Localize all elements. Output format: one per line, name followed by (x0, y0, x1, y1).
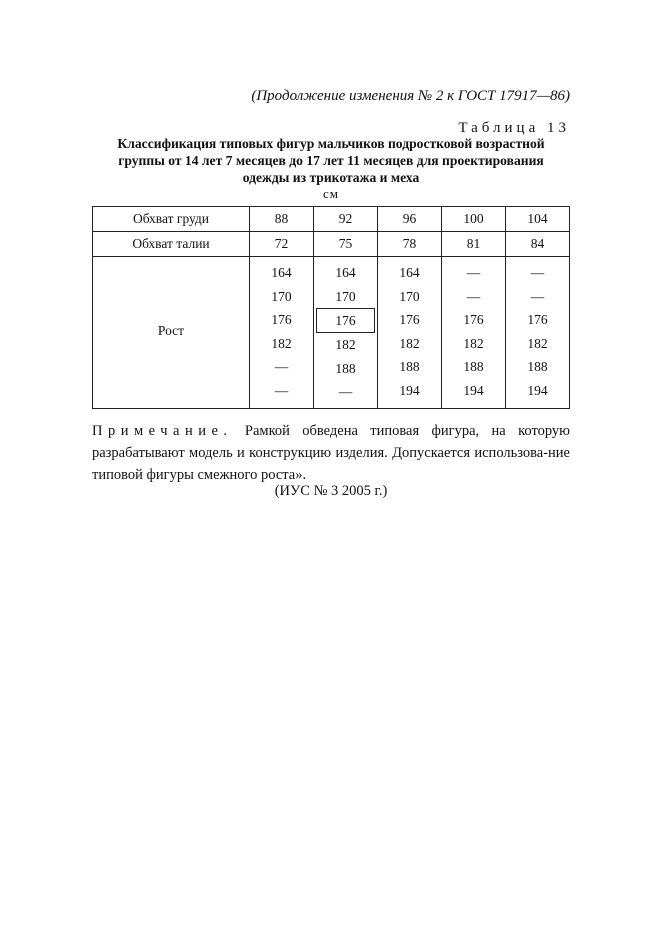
waist-value: 75 (314, 232, 378, 257)
growth-value: 176 (271, 312, 292, 327)
waist-label: Обхват талии (93, 232, 250, 257)
growth-column (314, 257, 378, 409)
growth-value: 182 (399, 335, 420, 351)
growth-value: 170 (399, 288, 420, 304)
chest-row (93, 207, 570, 232)
growth-value: 188 (527, 359, 548, 374)
waist-value: 72 (250, 232, 314, 257)
growth-value: — (274, 382, 289, 398)
table-caption (92, 135, 570, 186)
growth-value: 188 (335, 360, 356, 376)
note-text: Рамкой обведена типовая фигура, на которую разрабатывают модель и конструкцию изделия. Допускается использова-ние типовой фигуры смежного роста». (92, 423, 570, 483)
chest-value: 104 (506, 207, 570, 232)
waist-value: 78 (378, 232, 442, 257)
growth-value: — (466, 288, 481, 304)
size-classification-table (92, 206, 570, 409)
waist-value: 84 (506, 232, 570, 257)
chest-label: Обхват груди (93, 207, 250, 232)
growth-value: 194 (527, 382, 548, 398)
table-note (92, 420, 570, 486)
growth-value: 164 (399, 265, 420, 280)
growth-value: — (338, 384, 353, 399)
growth-value: 170 (335, 288, 356, 304)
table-number-label: Таблица 13 (458, 120, 570, 136)
growth-value: 176 (399, 312, 420, 327)
growth-value: — (530, 265, 545, 280)
growth-row (93, 257, 570, 409)
continuation-header: (Продолжение изменения № 2 к ГОСТ 17917—86) (251, 88, 570, 104)
growth-label-text: Рост (157, 323, 185, 339)
waist-value: 81 (442, 232, 506, 257)
growth-value: 194 (399, 382, 420, 398)
chest-value: 92 (314, 207, 378, 232)
note-label: Примечание. (92, 423, 233, 439)
caption-line-2: группы от 14 лет 7 месяцев до 17 лет 11 месяцев для проектирования (118, 153, 544, 168)
growth-value: 182 (335, 337, 356, 352)
source-reference: (ИУС № 3 2005 г.) (274, 483, 388, 499)
typical-figure-value: 176 (316, 308, 375, 333)
chest-value: 100 (442, 207, 506, 232)
chest-value: 96 (378, 207, 442, 232)
growth-label (93, 257, 250, 409)
caption-line-1: Классификация типовых фигур мальчиков подростковой возрастной (117, 136, 545, 151)
growth-value: 164 (335, 265, 356, 280)
growth-value: 176 (463, 312, 484, 327)
growth-column (378, 257, 442, 409)
growth-value: 170 (271, 288, 292, 304)
growth-value: — (274, 359, 289, 374)
growth-value: 164 (271, 265, 292, 280)
growth-value: — (530, 288, 545, 304)
unit-label: см (323, 186, 339, 201)
growth-value: 194 (463, 382, 484, 398)
growth-column (250, 257, 314, 409)
growth-value: 182 (463, 335, 484, 351)
growth-value: 188 (399, 359, 420, 374)
growth-value: — (466, 265, 481, 280)
growth-value: 182 (527, 335, 548, 351)
growth-column (442, 257, 506, 409)
growth-value: 188 (463, 359, 484, 374)
growth-column (506, 257, 570, 409)
caption-line-3: одежды из трикотажа и меха (242, 170, 420, 185)
growth-value: 182 (271, 335, 292, 351)
waist-row (93, 232, 570, 257)
chest-value: 88 (250, 207, 314, 232)
growth-value: 176 (527, 312, 548, 327)
